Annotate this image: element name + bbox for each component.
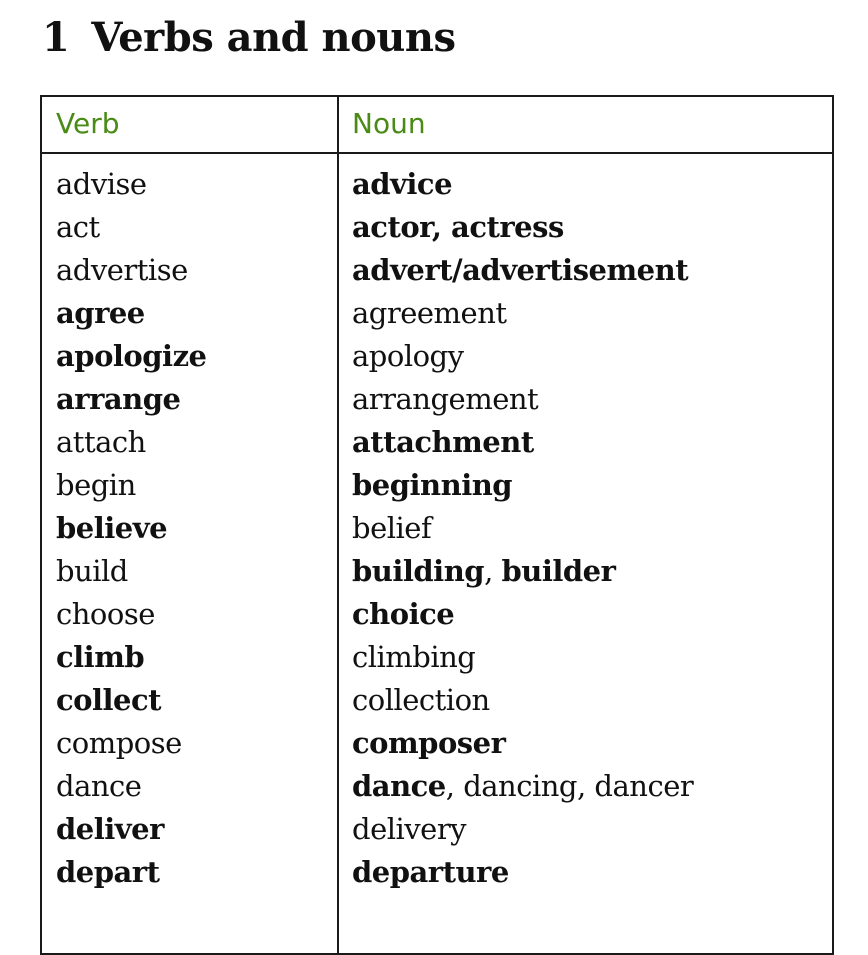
noun-text: advice (352, 167, 453, 201)
verb-cell: believe (56, 511, 168, 545)
verb-cell: deliver (56, 812, 164, 846)
noun-text: belief (352, 511, 432, 545)
noun-cell (352, 722, 830, 765)
noun-cell (352, 249, 830, 292)
noun-cell (352, 851, 830, 894)
noun-cell (352, 507, 830, 550)
verb-cell: act (56, 210, 100, 244)
noun-text: , (484, 554, 502, 588)
verb-cell: attach (56, 425, 146, 459)
verb-cell: apologize (56, 339, 207, 373)
verb-cell: advertise (56, 253, 188, 287)
noun-cell (352, 636, 830, 679)
verb-cell: compose (56, 726, 182, 760)
noun-cell (352, 464, 830, 507)
verb-cell: build (56, 554, 128, 588)
section-number: 1 (42, 14, 70, 61)
column-divider (337, 97, 339, 953)
section-heading (42, 14, 455, 61)
verb-cell: begin (56, 468, 136, 502)
noun-cell (352, 292, 830, 335)
noun-text: dance (352, 769, 446, 803)
noun-cell (352, 335, 830, 378)
noun-text: beginning (352, 468, 513, 502)
noun-text: arrangement (352, 382, 539, 416)
noun-cell (352, 163, 830, 206)
noun-text: , dancing, dancer (445, 769, 694, 803)
noun-text: attachment (352, 425, 534, 459)
verb-cell: advise (56, 167, 147, 201)
verb-cell: choose (56, 597, 155, 631)
section-title: Verbs and nouns (91, 14, 456, 61)
verb-column (56, 163, 331, 894)
verb-cell: climb (56, 640, 145, 674)
noun-cell (352, 765, 830, 808)
verb-cell: agree (56, 296, 145, 330)
noun-column (352, 163, 830, 894)
noun-text: building (352, 554, 485, 588)
header-rule (42, 152, 832, 154)
noun-text: composer (352, 726, 506, 760)
noun-text: departure (352, 855, 509, 889)
verb-cell: depart (56, 855, 160, 889)
noun-cell (352, 808, 830, 851)
verb-cell: dance (56, 769, 142, 803)
noun-cell (352, 550, 830, 593)
verb-cell: collect (56, 683, 162, 717)
verb-cell: arrange (56, 382, 181, 416)
noun-cell (352, 593, 830, 636)
noun-text: apology (352, 339, 464, 373)
noun-text: agreement (352, 296, 507, 330)
noun-text: builder (501, 554, 616, 588)
noun-column-header: Noun (352, 107, 426, 140)
noun-text: actor, actress (352, 210, 564, 244)
noun-text: collection (352, 683, 490, 717)
noun-cell (352, 421, 830, 464)
verb-column-header: Verb (56, 107, 120, 140)
noun-text: climbing (352, 640, 476, 674)
noun-cell (352, 206, 830, 249)
verb-noun-table (40, 95, 834, 955)
noun-text: choice (352, 597, 455, 631)
noun-text: delivery (352, 812, 467, 846)
noun-cell (352, 378, 830, 421)
noun-text: advert/advertisement (352, 253, 689, 287)
noun-cell (352, 679, 830, 722)
